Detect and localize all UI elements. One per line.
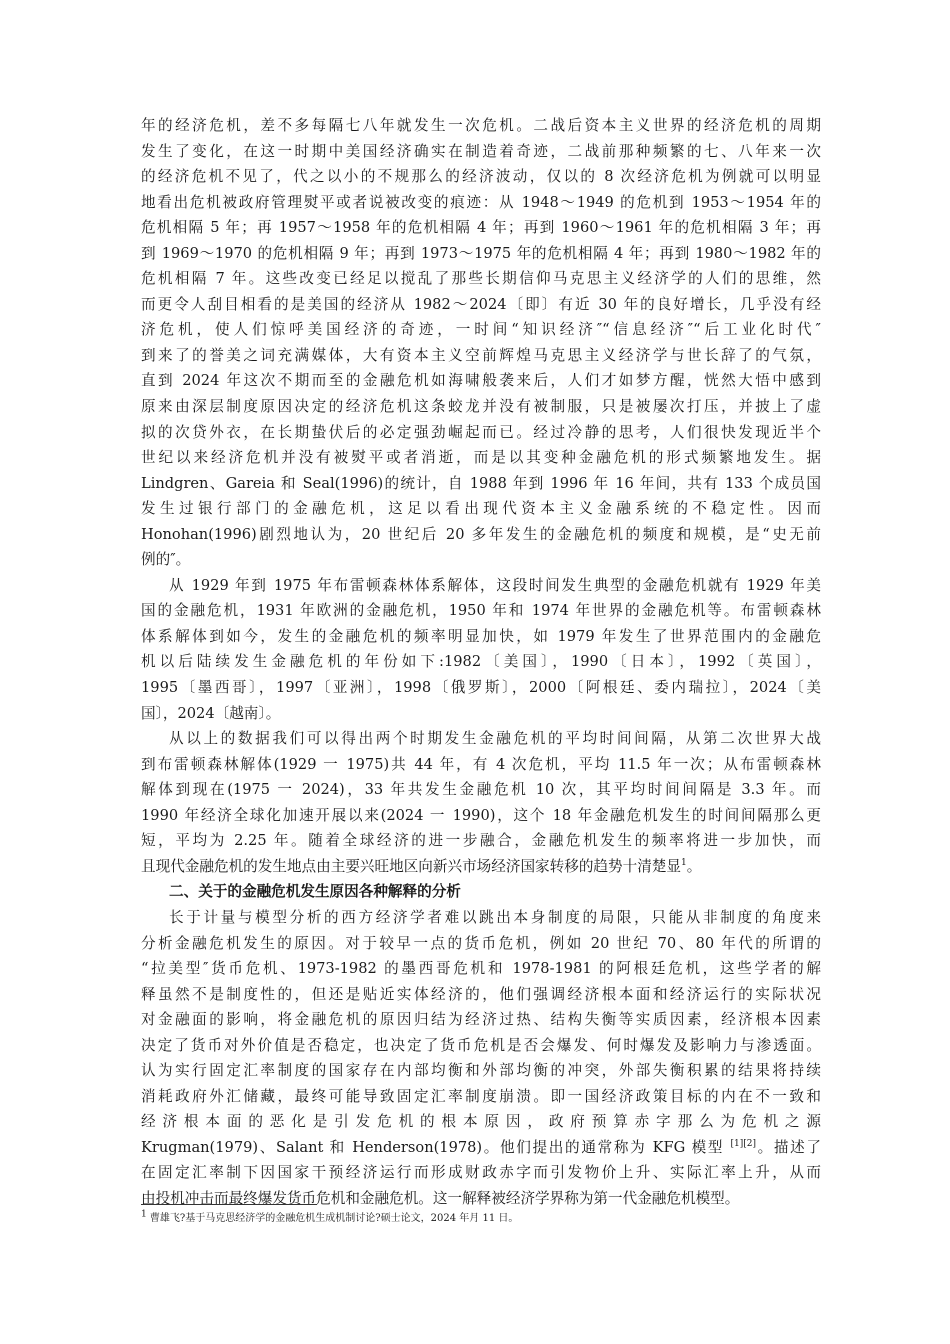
text-line: 在固定汇率制下因国家干预经济运行而形成财政赤字而引发物价上升、实际汇率上升，从而 bbox=[141, 1164, 821, 1182]
text-line: 1990 年经济全球化加速开展以来(2024 一 1990)，这个 18 年金融危机发生的时间间隔那么更 bbox=[141, 806, 821, 824]
text-line: 地看出危机被政府管理熨平或者说被改变的痕迹：从 1948～1949 的危机到 1953～1954 年的 bbox=[141, 193, 821, 211]
text-line: 释虽然不是制度性的，但还是贴近实体经济的，他们强调经济根本面和经济运行的实际状况 bbox=[141, 985, 821, 1003]
body-text bbox=[141, 113, 821, 1212]
text-line: 拟的次贷外衣，在长期蛰伏后的必定强劲崛起而已。经过冷静的思考，人们很快发现近半个 bbox=[141, 423, 821, 441]
text-line: 到布雷顿森林解体(1929 一 1975)共 44 年，有 4 次危机，平均 11.5 年一次；从布雷顿森林 bbox=[141, 755, 821, 773]
text-line: 对金融面的影响，将金融危机的原因归结为经济过热、结构失衡等实质因素，经济根本因素 bbox=[141, 1011, 821, 1029]
text-line: 原来由深层制度原因决定的经济危机这条蛟龙并没有被制服，只是被屡次打压，并披上了虚 bbox=[141, 398, 821, 416]
text-line bbox=[141, 1135, 821, 1161]
text-line: 1995〔墨西哥〕，1997〔亚洲〕，1998〔俄罗斯〕，2000〔阿根廷、委内瑞拉〕，2024〔美 bbox=[141, 679, 821, 697]
text-line: 年的经济危机，差不多每隔七八年就发生一次危机。二战后资本主义世界的经济危机的周期 bbox=[141, 117, 821, 134]
text-line: 经济根本面的恶化是引发危机的根本原因，政府预算赤字那么为危机之源 bbox=[141, 1113, 821, 1131]
text-line bbox=[141, 854, 821, 880]
text-line: 消耗政府外汇储藏，最终可能导致固定汇率制度崩溃。即一国经济政策目标的内在不一致和 bbox=[141, 1087, 821, 1105]
text-line: 从 1929 年到 1975 年布雷顿森林体系解体，这段时间发生典型的金融危机就有 1929 年美 bbox=[169, 576, 821, 594]
text-line: 由投机冲击而最终爆发货币危机和金融危机。这一解释被经济学界称为第一代金融危机模型。 bbox=[141, 1189, 740, 1207]
footnote-divider bbox=[141, 1204, 317, 1205]
text-line: 决定了货币对外价值是否稳定，也决定了货币危机是否会爆发、何时爆发及影响力与渗透面。 bbox=[141, 1036, 821, 1054]
footnote bbox=[141, 1209, 821, 1226]
text-line: 危机相隔 5 年；再 1957～1958 年的危机相隔 4 年；再到 1960～1961 年的危机相隔 3 年；再 bbox=[141, 219, 821, 237]
text-line: 世纪以来经济危机并没有被熨平或者消逝，而是以其变种金融危机的形式频繁地发生。据 bbox=[141, 449, 821, 467]
text-line: 到来了的誉美之词充满媒体，大有资本主义空前辉煌马克思主义经济学与世长辞了的气氛， bbox=[141, 346, 821, 364]
text-line-end: 。 bbox=[686, 857, 702, 875]
text-line-content: Krugman(1979)、Salant 和 Henderson(1978)。他们提出的通常称为 KFG 模型 bbox=[141, 1138, 731, 1156]
text-line: 到 1969～1970 的危机相隔 9 年；再到 1973～1975 年的危机相隔 4 年；再到 1980～1982 年的 bbox=[141, 244, 821, 262]
text-line: 长于计量与模型分析的西方经济学者难以跳出本身制度的局限，只能从非制度的角度来 bbox=[169, 908, 821, 926]
text-line: 从以上的数据我们可以得出两个时期发生金融危机的平均时间间隔，从第二次世界大战 bbox=[169, 730, 821, 748]
paragraph-4 bbox=[141, 905, 821, 1212]
citation-reference[interactable]: [1][2] bbox=[730, 1139, 756, 1150]
text-line: 机以后陆续发生金融危机的年份如下:1982〔美国〕，1990〔日本〕，1992〔英国〕， bbox=[141, 653, 821, 671]
text-line: 例的″。 bbox=[141, 551, 191, 569]
footnote-reference[interactable]: 1 bbox=[680, 858, 687, 868]
text-line: 发生了变化，在这一时期中美国经济确实在制造着奇迹，二战前那种频繁的七、八年来一次 bbox=[141, 142, 821, 160]
text-line: 而更令人刮目相看的是美国的经济从 1982～2024〔即〕有近 30 年的良好增长，几乎没有经 bbox=[141, 295, 821, 313]
text-line: Lindgren、Gareia 和 Seal(1996)的统计，自 1988 年到 1996 年 16 年间，共有 133 个成员国 bbox=[141, 474, 821, 492]
text-line: 直到 2024 年这次不期而至的金融危机如海啸般袭来后，人们才如梦方醒，恍然大悟中感到 bbox=[141, 372, 821, 390]
text-line-content: 且现代金融危机的发生地点由主要兴旺地区向新兴市场经济国家转移的趋势十清楚显 bbox=[141, 857, 681, 875]
text-line: 的经济危机不见了，代之以小的不规那么的经济波动，仅以的 8 次经济危机为例就可以明显 bbox=[141, 168, 821, 186]
text-line: 国的金融危机，1931 年欧洲的金融危机，1950 年和 1974 年世界的金融危机等。布雷顿森林 bbox=[141, 602, 821, 620]
footnote-marker: 1 bbox=[141, 1209, 147, 1220]
text-line: 发生过银行部门的金融危机，这足以看出现代资本主义金融系统的不稳定性。因而 bbox=[141, 500, 821, 518]
text-line: 分析金融危机发生的原因。对于较早一点的货币危机，例如 20 世纪 70、80 年代的所谓的 bbox=[141, 934, 821, 952]
text-line: 解体到现在(1975 一 2024)，33 年共发生金融危机 10 次，其平均时间间隔是 3.3 年。而 bbox=[141, 781, 821, 799]
text-line: 短，平均为 2.25 年。随着全球经济的进一步融合，金融危机发生的频率将进一步加快，而 bbox=[141, 832, 821, 850]
text-line-tail: 。描述了 bbox=[755, 1138, 821, 1156]
text-line: Honohan(1996)剧烈地认为，20 世纪后 20 多年发生的金融危机的频度和规模，是“史无前 bbox=[141, 525, 821, 543]
paragraph-2 bbox=[141, 573, 821, 726]
footnote-text: 曹雄飞?基于马克思经济学的金融危机生成机制讨论?硕士论文，2024 年月 11 日。 bbox=[149, 1213, 519, 1224]
text-line: 认为实行固定汇率制度的国家存在内部均衡和外部均衡的冲突，外部失衡积累的结果将持续 bbox=[141, 1062, 821, 1080]
text-line: 济危机，使人们惊呼美国经济的奇迹，一时间“知识经济″“信息经济″“后工业化时代″ bbox=[141, 321, 821, 339]
text-line: “拉美型″货币危机、1973-1982 的墨西哥危机和 1978-1981 的阿根廷危机，这些学者的解 bbox=[141, 960, 821, 978]
section-heading: 二、关于的金融危机发生原因各种解释的分析 bbox=[169, 883, 461, 901]
text-line: 体系解体到如今，发生的金融危机的频率明显加快，如 1979 年发生了世界范围内的金融危 bbox=[141, 627, 821, 645]
paragraph-1 bbox=[141, 113, 821, 573]
text-line: 危机相隔 7 年。这些改变已经足以搅乱了那些长期信仰马克思主义经济学的人们的思维，然 bbox=[141, 270, 821, 288]
text-line: 国〕，2024〔越南〕。 bbox=[141, 704, 281, 722]
paragraph-3 bbox=[141, 726, 821, 879]
